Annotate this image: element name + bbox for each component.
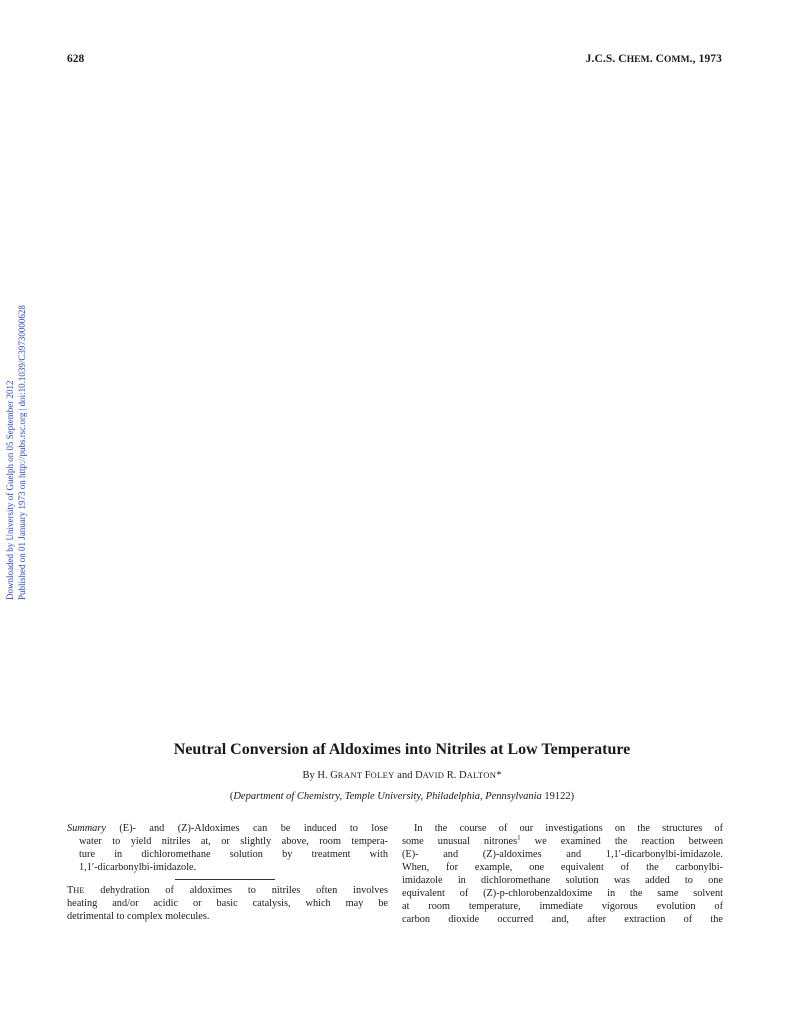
journal-omm: OMM [664, 55, 690, 65]
summary-label: Summary [67, 823, 106, 834]
author1-g: G [330, 770, 338, 781]
author2-avid: AVID [422, 770, 447, 780]
author2-d2: D [458, 770, 467, 781]
download-note: Downloaded by University of Guelph on 05 September 2012 [5, 380, 15, 600]
summary-text: (E)- and (Z)-Aldoximes can be induced to lose [105, 823, 388, 834]
body-line: imidazole in dichloromethane solution was added to one [402, 875, 723, 886]
left-column [67, 822, 388, 923]
journal-c2: C [655, 53, 665, 65]
body-line: heating and/or acidic or basic catalysis, which may be [67, 898, 388, 909]
journal-c1: C [618, 53, 627, 65]
affiliation-text: Department of Chemistry, Temple University, Philadelphia, Pennsylvania [233, 791, 542, 802]
summary-line: water to yield nitriles at, or slightly above, room tempera- [79, 836, 388, 847]
summary-line: ture in dichloromethane solution by treatment with [79, 849, 388, 860]
affiliation [0, 791, 804, 802]
body-text: dehydration of aldoximes to nitriles often involves [84, 885, 388, 896]
body-line: When, for example, one equivalent of the carbonylbi- [402, 862, 723, 873]
reference-superscript: 1 [517, 835, 521, 842]
author2-d: D [415, 770, 423, 781]
journal-header [586, 53, 722, 65]
author1-oley: OLEY [370, 770, 395, 780]
corresponding-star: * [496, 770, 502, 781]
body-line: (E)- and (Z)-aldoximes and 1,1′-dicarbonylbi-imidazole. [402, 849, 723, 860]
body-line: equivalent of (Z)-p-chlorobenzaldoxime in the same solvent [402, 888, 723, 899]
body-line: carbon dioxide occurred and, after extraction of the [402, 914, 723, 925]
author-and: and [394, 770, 416, 781]
body-line [67, 884, 388, 897]
body-dropcap: T [67, 885, 74, 896]
affiliation-zip: 19122) [541, 791, 575, 802]
summary-line [67, 822, 388, 835]
article-title: Neutral Conversion af Aldoximes into Nitriles at Low Temperature [173, 741, 631, 758]
body-line: detrimental to complex molecules. [67, 911, 210, 922]
text-run: we examined the reaction between [520, 836, 723, 847]
author-line [0, 770, 804, 781]
journal-hem: HEM [626, 55, 650, 65]
journal-dot: . [649, 53, 656, 65]
journal-prefix: J.C.S. [585, 53, 619, 65]
download-watermark [5, 100, 28, 600]
publication-note[interactable]: Published on 01 January 1973 on http://pubs.rsc.org | doi:10.1039/C39730000628 [16, 305, 27, 600]
text-run: some unusual nitrones [402, 836, 518, 847]
journal-year: ., 1973 [689, 53, 722, 65]
affiliation-open: ( [229, 791, 234, 802]
summary-divider [67, 874, 388, 884]
author1-rant: RANT [337, 770, 365, 780]
body-line: In the course of our investigations on the structures of [414, 823, 723, 834]
body-smallcaps: HE [73, 886, 85, 895]
author1-f: F [364, 770, 371, 781]
body-line [402, 835, 723, 848]
author-by: By H. [302, 770, 331, 781]
page-number: 628 [67, 53, 85, 65]
author2-alton: ALTON [466, 770, 497, 780]
right-column [402, 822, 723, 926]
author2-initial: R. [446, 770, 459, 781]
summary-line: 1,1′-dicarbonylbi-imidazole. [79, 862, 197, 873]
body-line: at room temperature, immediate vigorous evolution of [402, 901, 723, 912]
